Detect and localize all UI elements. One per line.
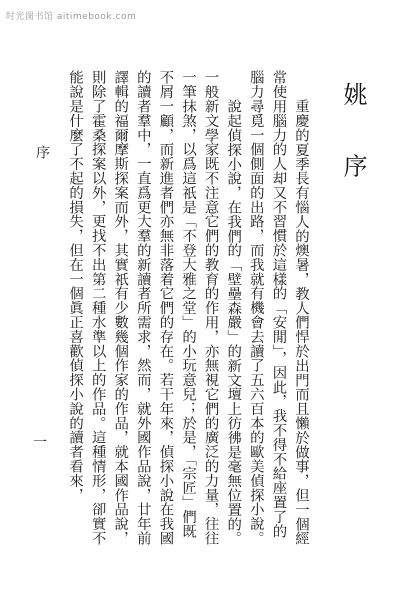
page-title: 姚 序 [339,82,367,198]
paragraph: 說起偵探小說，在我們的「壁壘森嚴」的新文壇上彷彿是毫無位置的。一般新文學家既不注意它們的教育的作用，亦無視它們的廣泛的力量，往往一筆抹煞，以爲這祇是「不登大雅之堂」的小玩意兒；於是，「宗匠」們既不屑一顧，而新進者們亦無非落着它們的存在。若干年來，偵探小說在我國的讀者羣中，一直爲更大羣的新讀者所需求，然而，就外國作品說，廿年前譯輯的福爾摩斯探案而外，其實祇有少數幾個作家的作品，就本國作品說，則除了霍桑探案以外，更找不出第二種水準以上的作品。這種情形，卻實不能說是什麼了不起的損失，但在一個眞正喜歡偵探小說的讀者看來， [67,70,242,546]
body-text [64,70,312,550]
paragraph: 重慶的夏季長有惱人的燠暑，教人們悍於出門而且懶於做事，但一個經常使用腦力的人却又不習慣於這樣的「安閒」，因此，我不得不給座置了的腦力尋覓一個側面的出路，而我就有機會去讀了五六百本的歐美偵探小說。 [247,70,309,546]
page-number: 一 [33,435,47,451]
watermark: 时光图书馆 aitimebook.com [6,12,137,22]
running-footer-label: 序 [34,145,50,159]
